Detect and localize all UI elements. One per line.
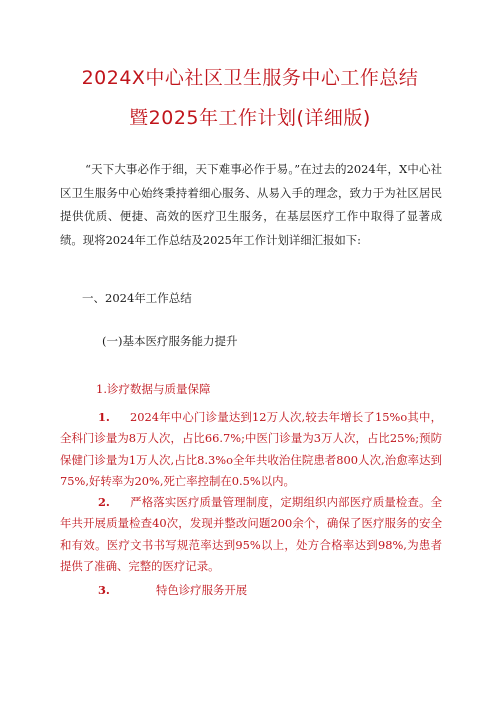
list-item-text: 2024年中心门诊量达到12万人次,较去年增长了15%o其中，全科门诊量为8万人次，占比66.7%;中医门诊量为3万人次，占比25%;预防保健门诊量为1万人次,占比8.3%o全年共收治住院患者800人次,治愈率达到75%,好转率为20%,死亡率控制在0.5%以内。 [60, 410, 442, 489]
section-heading-2024-summary: 一、2024年工作总结 [82, 291, 192, 305]
list-item [60, 492, 442, 578]
subsection-heading-basic-medical: (一)基本医疗服务能力提升 [102, 334, 238, 348]
document-title-line-2: 暨2025年工作计划(详细版) [129, 107, 371, 129]
list-item-number: 3. [98, 583, 110, 597]
subsubsection-heading-diagnosis-data: 1.诊疗数据与质量保障 [96, 382, 211, 396]
list-item-number: 2. [98, 495, 110, 509]
document-title-line-1: 2024X中心社区卫生服务中心工作总结 [81, 67, 419, 89]
list-item [98, 582, 247, 598]
list-item-number: 1. [98, 410, 110, 424]
intro-paragraph: “天下大事必作于细，天下难事必作于易。”在过去的2024年，X中心社区卫生服务中心始终秉持着细心服务、从易入手的理念，致力于为社区居民提供优质、便捷、高效的医疗卫生服务，在基层医疗工作中取得了显著成绩。现将2024年工作总结及2025年工作计划详细汇报如下: [60, 162, 442, 247]
list-item-text: 特色诊疗服务开展 [156, 583, 248, 597]
list-item-text: 严格落实医疗质量管理制度，定期组织内部医疗质量检查。全年共开展质量检查40次，发现并整改问题200余个，确保了医疗服务的安全和有效。医疗文书书写规范率达到95%以上，处方合格率达到98%,为患者提供了准确、完整的医疗记录。 [60, 495, 442, 574]
list-item [60, 407, 442, 493]
